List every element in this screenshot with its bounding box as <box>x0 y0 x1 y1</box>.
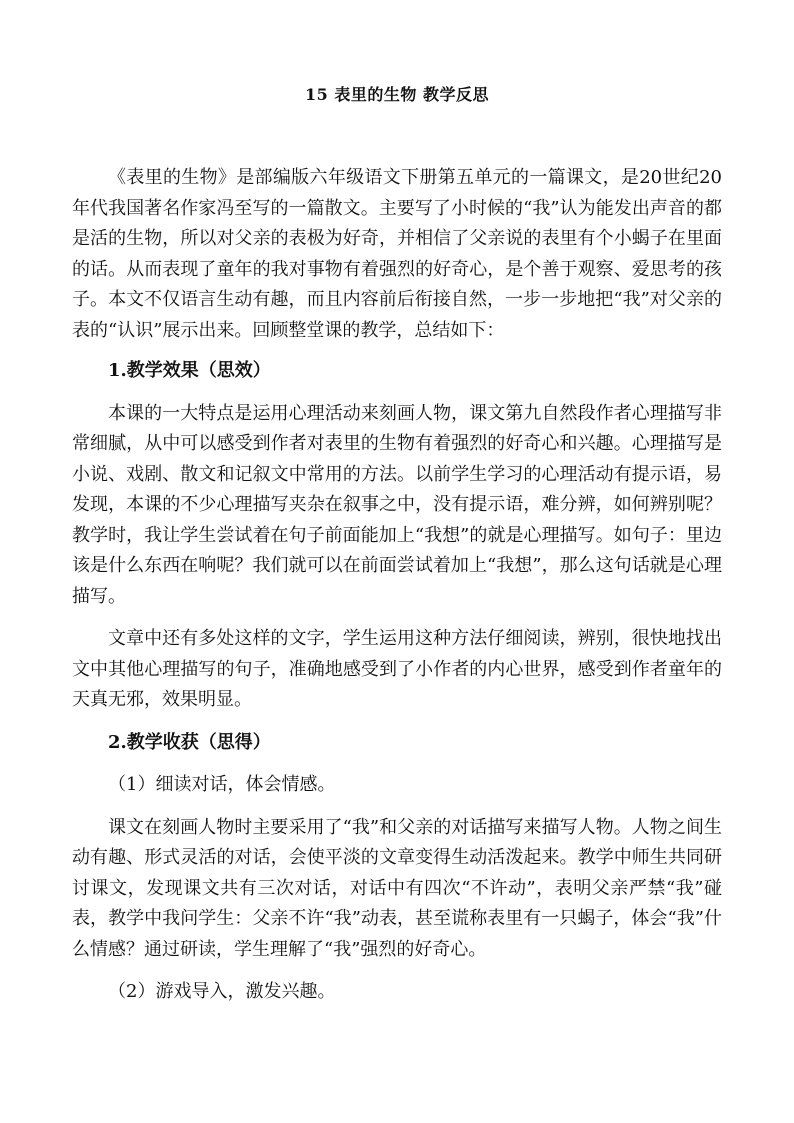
body-paragraph: 本课的一大特点是运用心理活动来刻画人物，课文第九自然段作者心理描写非常细腻，从中可以感受到作者对表里的生物有着强烈的好奇心和兴趣。心理描写是小说、戏剧、散文和记叙文中常用的方法。以前学生学习的心理活动有提示语，易发现，本课的不少心理描写夹杂在叙事之中，没有提示语，难分辨，如何辨别呢？教学时，我让学生尝试着在句子前面能加上“我想”的就是心理描写。如句子：里边该是什么东西在响呢？我们就可以在前面尝试着加上“我想”，那么这句话就是心理描写。 <box>72 402 722 607</box>
body-paragraph: 课文在刻画人物时主要采用了“我”和父亲的对话描写来描写人物。人物之间生动有趣、形式灵活的对话，会使平淡的文章变得生动活泼起来。教学中师生共同研讨课文，发现课文共有三次对话，对话中有四次“不许动”，表明父亲严禁“我”碰表，教学中我问学生：父亲不许“我”动表，甚至谎称表里有一只蝎子，体会“我”什么情感？通过研读，学生理解了“我”强烈的好奇心。 <box>72 816 722 960</box>
body-paragraph: 文章中还有多处这样的文字，学生运用这种方法仔细阅读，辨别，很快地找出文中其他心理描写的句子，准确地感受到了小作者的内心世界，感受到作者童年的天真无邪，效果明显。 <box>72 628 722 710</box>
subsection-heading-dialogue: （1）细读对话，体会情感。 <box>108 774 336 795</box>
intro-paragraph: 《表里的生物》是部编版六年级语文下册第五单元的一篇课文，是20世纪20年代我国著名作家冯至写的一篇散文。主要写了小时候的“我”认为能发出声音的都是活的生物，所以对父亲的表极为好奇，并相信了父亲说的表里有个小蝎子在里面的话。从而表现了童年的我对事物有着强烈的好奇心，是个善于观察、爱思考的孩子。本文不仅语言生动有趣，而且内容前后衔接自然，一步一步地把“我”对父亲的表的“认识”展示出来。回顾整堂课的教学，总结如下： <box>72 167 722 341</box>
section-heading-teaching-effect: 1.教学效果（思效） <box>108 360 271 381</box>
document-body <box>72 163 722 1020</box>
section-heading-teaching-gains: 2.教学收获（思得） <box>108 731 271 753</box>
subsection-heading-game: （2）游戏导入，激发兴趣。 <box>108 981 336 1002</box>
page-title: 15 表里的生物 教学反思 <box>305 85 489 104</box>
